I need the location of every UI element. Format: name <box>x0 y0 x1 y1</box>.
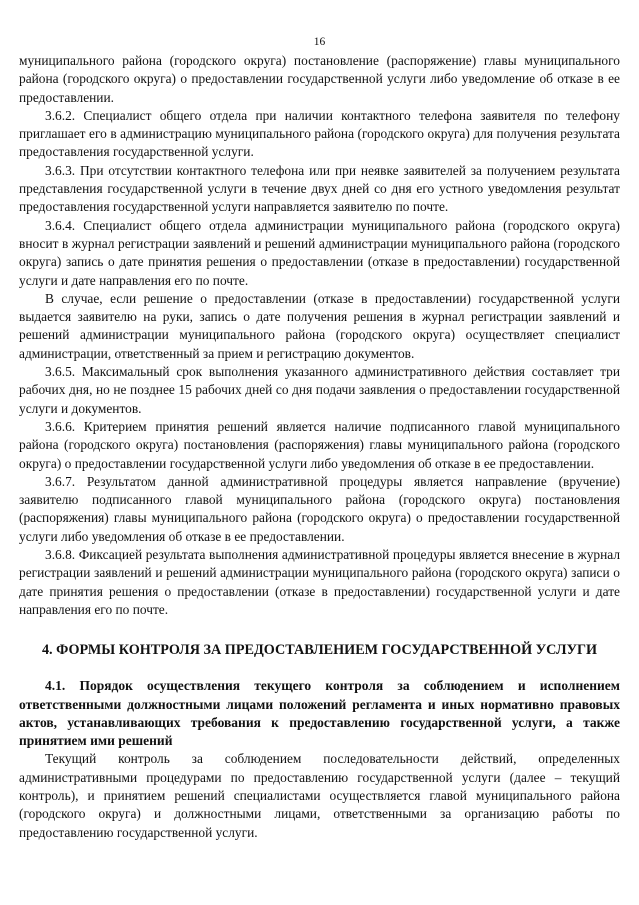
paragraph-continuation: муниципального района (городского округа) постановление (распоряжение) главы муниципального района (городского округа) о предоставлении государственной услуги либо уведомление об отказе в ее предоставлении. <box>19 53 620 105</box>
document-body <box>19 52 620 842</box>
section-heading: 4. ФОРМЫ КОНТРОЛЯ ЗА ПРЕДОСТАВЛЕНИЕМ ГОСУДАРСТВЕННОЙ УСЛУГИ <box>41 642 598 659</box>
paragraph-current-control: Текущий контроль за соблюдением последовательности действий, определенных административными процедурами по предоставлению государственной услуги (далее – текущий контроль), и принятием решений специалистами осуществляется главой муниципального района (городского округа) и должностными лицами, ответственными за организацию работы по предоставлению государственной услуги. <box>19 751 620 840</box>
paragraph-3-6-4: 3.6.4. Специалист общего отдела администрации муниципального района (городского округа) вносит в журнал регистрации заявлений и решений администрации муниципального района (городского округа) запись о дате принятия решения о предоставлении (отказе в предоставлении) государственной услуги и дате направления его по почте. <box>19 217 620 288</box>
subsection-heading: 4.1. Порядок осуществления текущего контроля за соблюдением и исполнением ответственными должностными лицами положений регламента и иных нормативно правовых актов, устанавливающих требования к предоставлению государственной услуги, а также принятием ими решений <box>19 678 620 749</box>
page-number: 16 <box>313 36 326 48</box>
paragraph-3-6-7: 3.6.7. Результатом данной административной процедуры является направление (вручение) заявителю подписанного главой муниципального района (городского округа) постановления (распоряжения) главы муниципального района (городского округа) о предоставлении государственной услуги либо уведомления об отказе в ее предоставлении. <box>19 473 620 544</box>
paragraph-3-6-3: 3.6.3. При отсутствии контактного телефона или при неявке заявителей за получением результата представления государственной услуги в течение двух дней со дня его устного уведомления результат предоставления государственной услуги направляется заявителю по почте. <box>19 162 620 215</box>
paragraph-hand-delivery: В случае, если решение о предоставлении (отказе в предоставлении) государственной услуги выдается заявителю на руки, запись о дате получения решения в журнал регистрации заявлений и решений администрации муниципального района (городского округа) осуществляет специалист администрации, ответственный за прием и регистрацию документов. <box>19 290 620 361</box>
paragraph-3-6-8: 3.6.8. Фиксацией результата выполнения административной процедуры является внесение в журнал регистрации заявлений и решений администрации муниципального района (городского округа) записи о дате принятия решения о предоставлении (отказе в предоставлении) государственной услуги и дате направления его по почте. <box>19 547 620 617</box>
paragraph-3-6-5: 3.6.5. Максимальный срок выполнения указанного административного действия составляет три рабочих дня, но не позднее 15 рабочих дней со дня подачи заявления о предоставлении государственной услуги и документов. <box>19 364 620 416</box>
paragraph-3-6-6: 3.6.6. Критерием принятия решений является наличие подписанного главой муниципального района (городского округа) постановления (распоряжения) главы муниципального района (городского округа) о предоставлении государственной услуги либо уведомления об отказе в ее предоставлении. <box>19 418 620 471</box>
paragraph-3-6-2: 3.6.2. Специалист общего отдела при наличии контактного телефона заявителя по телефону приглашает его в администрацию муниципального района (городского округа) для получения результата предоставления государственной услуги. <box>19 107 620 160</box>
